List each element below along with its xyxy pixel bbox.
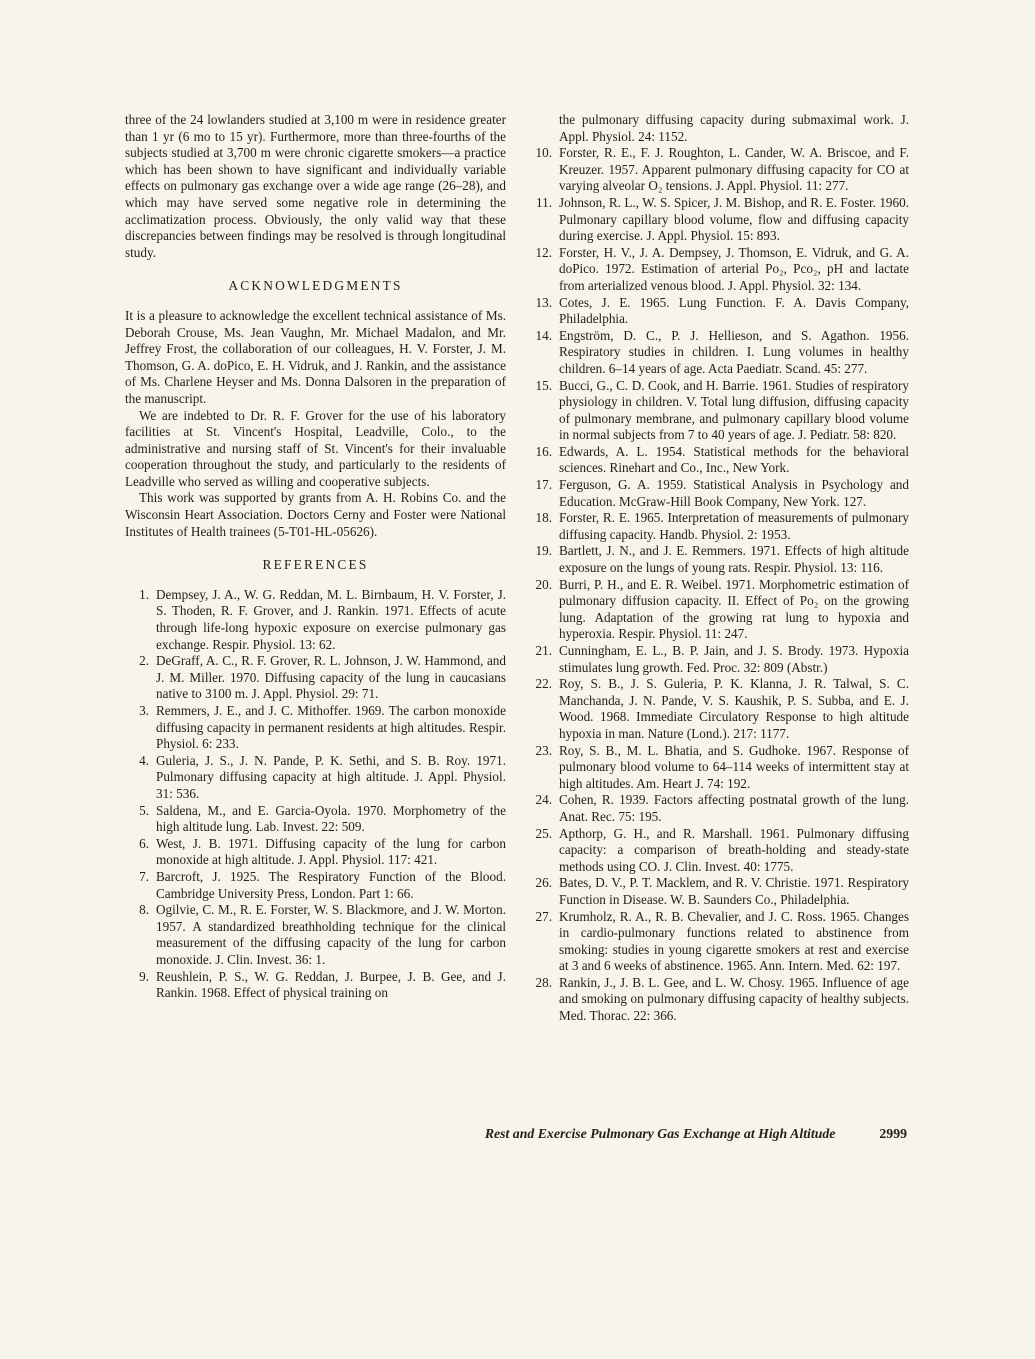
reference-item (125, 869, 506, 902)
references-list-right (528, 145, 909, 1024)
reference-item (125, 653, 506, 703)
reference-text: Forster, R. E. 1965. Interpretation of measurements of pulmonary diffusing capacity. Handb. Physiol. 2: 1953. (559, 510, 909, 542)
page-footer (125, 1126, 907, 1143)
reference-item (528, 543, 909, 576)
reference-number: 23. (535, 742, 552, 758)
reference-text: the pulmonary diffusing capacity during submaximal work. J. Appl. Physiol. 24: 1152. (559, 112, 909, 144)
reference-item (528, 295, 909, 328)
acknowledgments-heading: ACKNOWLEDGMENTS (228, 278, 403, 294)
reference-item (125, 969, 506, 1002)
right-column (528, 112, 909, 1025)
reference-text: Saldena, M., and E. Garcia-Oyola. 1970. Morphometry of the high altitude lung. Lab. Invest. 22: 509. (156, 802, 506, 835)
reference-number: 6. (139, 835, 149, 851)
reference-number: 5. (139, 802, 149, 818)
reference-text: West, J. B. 1971. Diffusing capacity of the lung for carbon monoxide at high altitude. J. Appl. Physiol. 117: 421. (156, 835, 506, 868)
reference-text: Cunningham, E. L., B. P. Jain, and J. S. Brody. 1973. Hypoxia stimulates lung growth. Fed. Proc. 32: 809 (Abstr.) (559, 643, 909, 675)
reference-text: Bates, D. V., P. T. Macklem, and R. V. Christie. 1971. Respiratory Function in Disease. W. B. Saunders Co., Philadelphia. (559, 875, 909, 907)
reference-number: 25. (535, 825, 552, 841)
reference-text: Edwards, A. L. 1954. Statistical methods for the behavioral sciences. Rinehart and Co., Inc., New York. (559, 443, 909, 476)
body-paragraph: three of the 24 lowlanders studied at 3,100 m were in residence greater than 1 yr (6 mo to 15 yr). Furthermore, more than three-fourths of the subjects studied at 3,700 m were chronic cigarette smokers—a practice which has been shown to have significant and individually variable effects on pulmonary gas exchange over a wide age range (26–28), and which may have served some negative role in determining the acclimatization process. Obviously, the only valid way that these discrepancies between findings may be resolved is through longitudinal study. (125, 112, 506, 260)
reference-number (528, 112, 559, 145)
reference-number: 4. (139, 752, 149, 768)
acknowledgments-paragraph: It is a pleasure to acknowledge the excellent technical assistance of Ms. Deborah Crouse, Ms. Jean Vaughn, Mr. Michael Madalon, and Mr. Jeffrey Frost, the collaboration of our colleagues, H. V. Forster, J. M. Thomson, G. A. doPico, E. H. Vidruk, and J. Rankin, and the assistance of Ms. Charlene Heyser and Ms. Donna Dalsoren in the preparation of the manuscript. (125, 307, 506, 406)
reference-text: Bucci, G., C. D. Cook, and H. Barrie. 1961. Studies of respiratory physiology in children. V. Total lung diffusion, diffusing capacity of pulmonary membrane, and pulmonary capillary blood volume in normal subjects from 7 to 40 years of age. J. Pediatr. 58: 820. (559, 377, 909, 443)
reference-number: 28. (535, 974, 552, 990)
reference-item (528, 743, 909, 793)
reference-item (125, 703, 506, 753)
reference-text: Forster, H. V., J. A. Dempsey, J. Thomson, E. Vidruk, and G. A. doPico. 1972. Estimation of arterial Po₂, Pco₂, pH and lactate from arterialized venous blood. J. Appl. Physiol. 32: 134. (559, 244, 909, 293)
reference-number: 9. (139, 968, 149, 984)
reference-item (528, 378, 909, 444)
reference-number: 20. (535, 576, 552, 592)
reference-text: Cohen, R. 1939. Factors affecting postnatal growth of the lung. Anat. Rec. 75: 195. (559, 792, 909, 824)
reference-number: 1. (139, 586, 149, 602)
acknowledgments-section (125, 308, 506, 540)
reference-number: 21. (535, 643, 552, 658)
reference-number: 13. (535, 294, 552, 310)
reference-text: Bartlett, J. N., and J. E. Remmers. 1971. Effects of high altitude exposure on the lungs of young rats. Respir. Physiol. 13: 116. (559, 543, 909, 576)
reference-item (528, 826, 909, 876)
reference-text: Barcroft, J. 1925. The Respiratory Function of the Blood. Cambridge University Press, London. Part 1: 66. (156, 868, 506, 901)
reference-item (528, 145, 909, 195)
references-list-left (125, 587, 506, 1002)
reference-item (528, 444, 909, 477)
reference-text: Ogilvie, C. M., R. E. Forster, W. S. Blackmore, and J. W. Morton. 1957. A standardized breathholding technique for the clinical measurement of the diffusing capacity of the lung for carbon monoxide. J. Clin. Invest. 36: 1. (156, 902, 506, 967)
reference-number: 12. (535, 244, 552, 260)
reference-text: Krumholz, R. A., R. B. Chevalier, and J. C. Ross. 1965. Changes in cardio-pulmonary functions related to abstinence from smoking: studies in young cigarette smokers at rest and exercise at 3 and 6 weeks of abstinence. 1965. Ann. Intern. Med. 62: 197. (559, 908, 909, 974)
reference-number: 26. (535, 875, 552, 891)
reference-number: 18. (535, 510, 552, 526)
reference-text: Burri, P. H., and E. R. Weibel. 1971. Morphometric estimation of pulmonary diffusion capacity. II. Effect of Po₂ on the growing lung. Adaptation of the growing rat lung to hypoxia and hyperoxia. Respir. Physiol. 11: 247. (559, 576, 909, 642)
acknowledgments-paragraph: This work was supported by grants from A. H. Robins Co. and the Wisconsin Heart Association. Doctors Cerny and Foster were National Institutes of Health trainees (5-T01-HL-05626). (125, 490, 506, 539)
reference-item (528, 577, 909, 643)
reference-number: 8. (139, 902, 149, 918)
reference-number: 17. (535, 477, 552, 493)
reference-item (528, 643, 909, 676)
acknowledgments-paragraph: We are indebted to Dr. R. F. Grover for the use of his laboratory facilities at St. Vincent's Hospital, Leadville, Colo., to the administrative and nursing staff of St. Vincent's for their invaluable cooperation throughout the study, and particularly to the residents of Leadville who served as willing and cooperative subjects. (125, 407, 506, 489)
reference-text: Engström, D. C., P. J. Hellieson, and S. Agathon. 1956. Respiratory studies in children. I. Lung volumes in healthy children. 6–14 years of age. Acta Paediatr. Scand. 45: 277. (559, 327, 909, 376)
reference-number: 7. (139, 868, 149, 884)
reference-text: Dempsey, J. A., W. G. Reddan, M. L. Birnbaum, H. V. Forster, J. S. Thoden, R. F. Grover, and J. Rankin. 1971. Effects of acute through life-long hypoxic exposure on exercise pulmonary gas exchange. Respir. Physiol. 13: 62. (156, 586, 506, 652)
reference-item (528, 477, 909, 510)
reference-text: DeGraff, A. C., R. F. Grover, R. L. Johnson, J. W. Hammond, and J. M. Miller. 1970. Diffusing capacity of the lung in caucasians native to 3100 m. J. Appl. Physiol. 29: 71. (156, 653, 506, 702)
reference-item (528, 676, 909, 742)
reference-text: Roy, S. B., J. S. Guleria, P. K. Klanna, J. R. Talwal, S. C. Manchanda, J. N. Pande, V. S. Kaushik, P. S. Subba, and E. J. Wood. 1968. Immediate Circulatory Response to high altitude hypoxia in man. Nature (Lond.). 217: 1177. (559, 676, 909, 741)
reference-text: Reushlein, P. S., W. G. Reddan, J. Burpee, J. B. Gee, and J. Rankin. 1968. Effect of physical training on (156, 968, 506, 1001)
reference-item (528, 510, 909, 543)
reference-number: 27. (535, 908, 552, 924)
page-number: 2999 (879, 1126, 907, 1141)
references-heading: REFERENCES (262, 557, 369, 573)
reference-item (125, 587, 506, 653)
reference-item (528, 792, 909, 825)
reference-number: 2. (139, 653, 149, 669)
reference-item (528, 195, 909, 245)
reference-text: Remmers, J. E., and J. C. Mithoffer. 1969. The carbon monoxide diffusing capacity in permanent residents at high altitudes. Respir. Physiol. 6: 233. (156, 703, 506, 752)
reference-text: Guleria, J. S., J. N. Pande, P. K. Sethi, and S. B. Roy. 1971. Pulmonary diffusing capacity at high altitude. J. Appl. Physiol. 31: 536. (156, 752, 506, 801)
reference-item (125, 836, 506, 869)
reference-number: 22. (535, 676, 552, 692)
left-column (125, 112, 506, 1025)
reference-item (528, 975, 909, 1025)
reference-number: 11. (536, 194, 552, 210)
reference-number: 19. (535, 543, 552, 559)
reference-item (528, 245, 909, 295)
reference-text: Johnson, R. L., W. S. Spicer, J. M. Bishop, and R. E. Foster. 1960. Pulmonary capillary blood volume, flow and diffusing capacity during exercise. J. Appl. Physiol. 15: 893. (559, 194, 909, 244)
reference-number: 14. (535, 327, 552, 343)
reference-number: 24. (535, 792, 552, 808)
reference-item (528, 909, 909, 975)
reference-text: Cotes, J. E. 1965. Lung Function. F. A. Davis Company, Philadelphia. (559, 294, 909, 327)
running-title: Rest and Exercise Pulmonary Gas Exchange at High Altitude (484, 1126, 836, 1141)
reference-item (528, 328, 909, 378)
reference-number: 10. (535, 145, 552, 161)
reference-text: Roy, S. B., M. L. Bhatia, and S. Gudhoke. 1967. Response of pulmonary blood volume to 64–114 weeks of intermittent stay at high altitudes. Am. Heart J. 74: 192. (559, 742, 909, 791)
reference-number: 3. (139, 703, 149, 718)
reference-item (125, 753, 506, 803)
reference-number: 16. (535, 443, 552, 459)
reference-continuation (528, 112, 909, 145)
reference-text: Apthorp, G. H., and R. Marshall. 1961. Pulmonary diffusing capacity: a comparison of breath-holding and steady-state methods using CO. J. Clin. Invest. 40: 1775. (559, 825, 909, 874)
reference-text: Rankin, J., J. B. L. Gee, and L. W. Chosy. 1965. Influence of age and smoking on pulmonary diffusing capacity of healthy subjects. Med. Thorac. 22: 366. (559, 974, 909, 1024)
reference-item (528, 875, 909, 908)
reference-text: Forster, R. E., F. J. Roughton, L. Cander, W. A. Briscoe, and F. Kreuzer. 1957. Apparent pulmonary diffusing capacity for CO at varying alveolar O₂ tensions. J. Appl. Physiol. 11: 277. (559, 145, 909, 194)
page-content (125, 112, 909, 1025)
reference-text: Ferguson, G. A. 1959. Statistical Analysis in Psychology and Education. McGraw-Hill Book Company, New York. 127. (559, 477, 909, 509)
reference-number: 15. (535, 377, 552, 393)
reference-item (125, 902, 506, 968)
reference-item (125, 803, 506, 836)
